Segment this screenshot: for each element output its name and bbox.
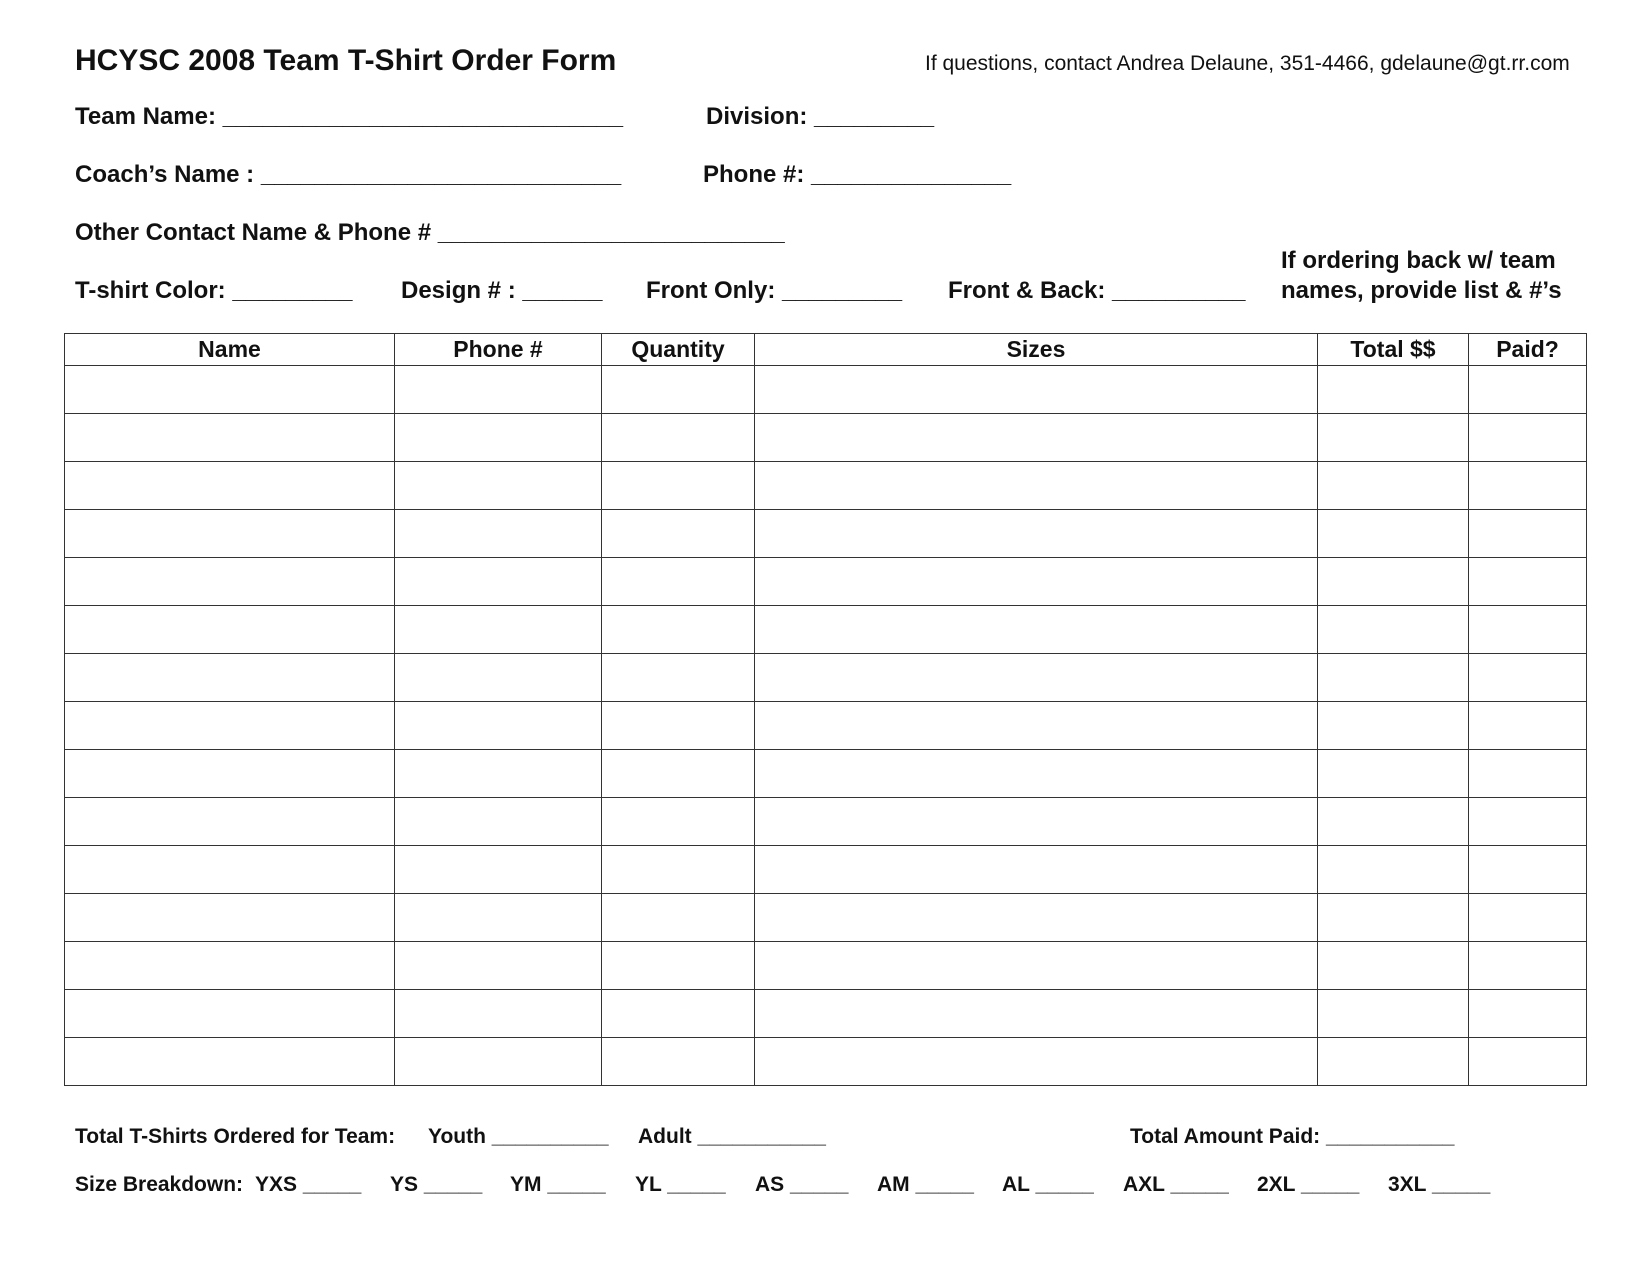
cell-sizes[interactable] bbox=[755, 366, 1318, 414]
other-contact-field[interactable]: Other Contact Name & Phone # __________________________ bbox=[75, 219, 785, 246]
cell-phone[interactable] bbox=[395, 942, 602, 990]
cell-total[interactable] bbox=[1318, 654, 1469, 702]
cell-total[interactable] bbox=[1318, 462, 1469, 510]
cell-sizes[interactable] bbox=[755, 702, 1318, 750]
phone-field[interactable]: Phone #: _______________ bbox=[703, 161, 1012, 188]
cell-total[interactable] bbox=[1318, 606, 1469, 654]
back-names-note: If ordering back w/ team names, provide list & #’s bbox=[1281, 247, 1562, 304]
cell-name[interactable] bbox=[65, 558, 395, 606]
front-back-field[interactable]: Front & Back: __________ bbox=[948, 277, 1246, 304]
cell-phone[interactable] bbox=[395, 366, 602, 414]
cell-sizes[interactable] bbox=[755, 462, 1318, 510]
cell-sizes[interactable] bbox=[755, 510, 1318, 558]
cell-name[interactable] bbox=[65, 750, 395, 798]
order-table bbox=[64, 333, 1587, 1086]
cell-name[interactable] bbox=[65, 798, 395, 846]
cell-total[interactable] bbox=[1318, 846, 1469, 894]
cell-total[interactable] bbox=[1318, 510, 1469, 558]
cell-quantity[interactable] bbox=[602, 846, 755, 894]
cell-sizes[interactable] bbox=[755, 750, 1318, 798]
cell-phone[interactable] bbox=[395, 654, 602, 702]
cell-total[interactable] bbox=[1318, 702, 1469, 750]
cell-name[interactable] bbox=[65, 846, 395, 894]
table-row bbox=[65, 462, 1587, 510]
cell-phone[interactable] bbox=[395, 750, 602, 798]
tshirt-color-field[interactable]: T-shirt Color: _________ bbox=[75, 277, 353, 304]
cell-paid[interactable] bbox=[1469, 750, 1587, 798]
size-as-field[interactable]: AS _____ bbox=[755, 1173, 849, 1196]
cell-quantity[interactable] bbox=[602, 558, 755, 606]
cell-phone[interactable] bbox=[395, 990, 602, 1038]
cell-total[interactable] bbox=[1318, 990, 1469, 1038]
size-breakdown-label: Size Breakdown: bbox=[75, 1173, 244, 1196]
size-3xl-field[interactable]: 3XL _____ bbox=[1388, 1173, 1491, 1196]
cell-name[interactable] bbox=[65, 1038, 395, 1086]
cell-quantity[interactable] bbox=[602, 414, 755, 462]
cell-paid[interactable] bbox=[1469, 558, 1587, 606]
size-2xl-field[interactable]: 2XL _____ bbox=[1257, 1173, 1360, 1196]
size-axl-field[interactable]: AXL _____ bbox=[1123, 1173, 1229, 1196]
size-yxs-field[interactable]: YXS _____ bbox=[255, 1173, 362, 1196]
adult-count-field[interactable]: Adult ___________ bbox=[638, 1125, 826, 1148]
column-header-sizes: Sizes bbox=[755, 334, 1318, 366]
column-header-phone: Phone # bbox=[395, 334, 602, 366]
cell-phone[interactable] bbox=[395, 894, 602, 942]
cell-quantity[interactable] bbox=[602, 750, 755, 798]
cell-name[interactable] bbox=[65, 414, 395, 462]
cell-sizes[interactable] bbox=[755, 1038, 1318, 1086]
cell-paid[interactable] bbox=[1469, 702, 1587, 750]
cell-paid[interactable] bbox=[1469, 654, 1587, 702]
table-row bbox=[65, 798, 1587, 846]
cell-quantity[interactable] bbox=[602, 654, 755, 702]
cell-quantity[interactable] bbox=[602, 894, 755, 942]
cell-paid[interactable] bbox=[1469, 462, 1587, 510]
cell-name[interactable] bbox=[65, 462, 395, 510]
division-field[interactable]: Division: _________ bbox=[706, 103, 935, 130]
table-row bbox=[65, 558, 1587, 606]
table-row bbox=[65, 846, 1587, 894]
cell-sizes[interactable] bbox=[755, 414, 1318, 462]
cell-sizes[interactable] bbox=[755, 894, 1318, 942]
cell-total[interactable] bbox=[1318, 414, 1469, 462]
cell-sizes[interactable] bbox=[755, 606, 1318, 654]
column-header-total: Total $$ bbox=[1318, 334, 1469, 366]
total-ordered-label: Total T-Shirts Ordered for Team: bbox=[75, 1125, 396, 1148]
youth-count-field[interactable]: Youth __________ bbox=[428, 1125, 609, 1148]
cell-phone[interactable] bbox=[395, 702, 602, 750]
table-header-row bbox=[65, 334, 1587, 366]
size-am-field[interactable]: AM _____ bbox=[877, 1173, 974, 1196]
cell-quantity[interactable] bbox=[602, 1038, 755, 1086]
cell-quantity[interactable] bbox=[602, 366, 755, 414]
table-row bbox=[65, 1038, 1587, 1086]
table-row bbox=[65, 366, 1587, 414]
cell-sizes[interactable] bbox=[755, 942, 1318, 990]
cell-sizes[interactable] bbox=[755, 846, 1318, 894]
size-al-field[interactable]: AL _____ bbox=[1002, 1173, 1094, 1196]
cell-phone[interactable] bbox=[395, 846, 602, 894]
cell-phone[interactable] bbox=[395, 462, 602, 510]
coach-name-field[interactable]: Coach’s Name : ___________________________ bbox=[75, 161, 622, 188]
cell-name[interactable] bbox=[65, 366, 395, 414]
table-row bbox=[65, 750, 1587, 798]
size-ym-field[interactable]: YM _____ bbox=[510, 1173, 606, 1196]
cell-name[interactable] bbox=[65, 894, 395, 942]
cell-paid[interactable] bbox=[1469, 846, 1587, 894]
contact-info: If questions, contact Andrea Delaune, 351-4466, gdelaune@gt.rr.com bbox=[925, 52, 1570, 75]
table-row bbox=[65, 606, 1587, 654]
cell-quantity[interactable] bbox=[602, 606, 755, 654]
column-header-name: Name bbox=[65, 334, 395, 366]
cell-name[interactable] bbox=[65, 606, 395, 654]
cell-quantity[interactable] bbox=[602, 798, 755, 846]
cell-phone[interactable] bbox=[395, 558, 602, 606]
cell-quantity[interactable] bbox=[602, 510, 755, 558]
front-only-field[interactable]: Front Only: _________ bbox=[646, 277, 903, 304]
cell-paid[interactable] bbox=[1469, 510, 1587, 558]
cell-total[interactable] bbox=[1318, 798, 1469, 846]
cell-name[interactable] bbox=[65, 510, 395, 558]
cell-quantity[interactable] bbox=[602, 942, 755, 990]
cell-paid[interactable] bbox=[1469, 894, 1587, 942]
cell-sizes[interactable] bbox=[755, 558, 1318, 606]
cell-total[interactable] bbox=[1318, 894, 1469, 942]
cell-phone[interactable] bbox=[395, 798, 602, 846]
cell-paid[interactable] bbox=[1469, 414, 1587, 462]
cell-sizes[interactable] bbox=[755, 654, 1318, 702]
table-row bbox=[65, 654, 1587, 702]
table-row bbox=[65, 942, 1587, 990]
cell-total[interactable] bbox=[1318, 942, 1469, 990]
cell-sizes[interactable] bbox=[755, 990, 1318, 1038]
cell-paid[interactable] bbox=[1469, 1038, 1587, 1086]
cell-total[interactable] bbox=[1318, 1038, 1469, 1086]
cell-paid[interactable] bbox=[1469, 990, 1587, 1038]
table-row bbox=[65, 510, 1587, 558]
table-row bbox=[65, 702, 1587, 750]
cell-total[interactable] bbox=[1318, 750, 1469, 798]
table-row bbox=[65, 414, 1587, 462]
cell-total[interactable] bbox=[1318, 558, 1469, 606]
cell-phone[interactable] bbox=[395, 414, 602, 462]
cell-name[interactable] bbox=[65, 990, 395, 1038]
cell-phone[interactable] bbox=[395, 510, 602, 558]
design-number-field[interactable]: Design # : ______ bbox=[401, 277, 603, 304]
form-title: HCYSC 2008 Team T-Shirt Order Form bbox=[75, 44, 617, 77]
cell-quantity[interactable] bbox=[602, 702, 755, 750]
team-name-field[interactable]: Team Name: ______________________________ bbox=[75, 103, 624, 130]
cell-quantity[interactable] bbox=[602, 462, 755, 510]
size-yl-field[interactable]: YL _____ bbox=[635, 1173, 726, 1196]
table-row bbox=[65, 894, 1587, 942]
column-header-quantity: Quantity bbox=[602, 334, 755, 366]
column-header-paid: Paid? bbox=[1469, 334, 1587, 366]
table-row bbox=[65, 990, 1587, 1038]
total-amount-paid-field[interactable]: Total Amount Paid: ___________ bbox=[1130, 1125, 1455, 1148]
cell-paid[interactable] bbox=[1469, 798, 1587, 846]
cell-paid[interactable] bbox=[1469, 942, 1587, 990]
cell-total[interactable] bbox=[1318, 366, 1469, 414]
cell-sizes[interactable] bbox=[755, 798, 1318, 846]
cell-phone[interactable] bbox=[395, 1038, 602, 1086]
cell-name[interactable] bbox=[65, 654, 395, 702]
cell-name[interactable] bbox=[65, 702, 395, 750]
cell-quantity[interactable] bbox=[602, 990, 755, 1038]
cell-phone[interactable] bbox=[395, 606, 602, 654]
size-ys-field[interactable]: YS _____ bbox=[390, 1173, 483, 1196]
cell-paid[interactable] bbox=[1469, 366, 1587, 414]
cell-name[interactable] bbox=[65, 942, 395, 990]
cell-paid[interactable] bbox=[1469, 606, 1587, 654]
